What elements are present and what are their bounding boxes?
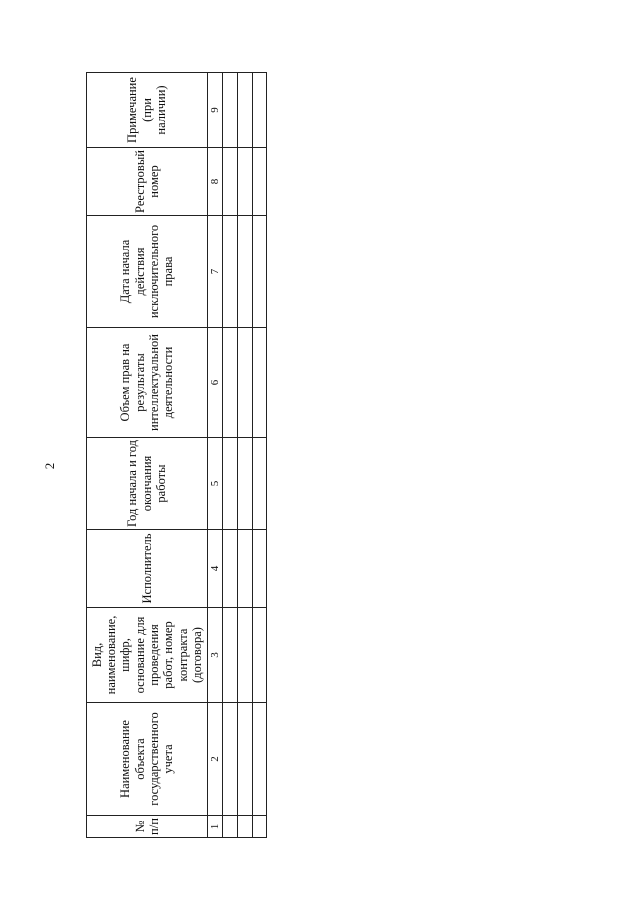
column-number-cell: 9 xyxy=(208,73,223,148)
table-cell xyxy=(253,148,267,216)
table-cell xyxy=(238,530,253,608)
table-row xyxy=(223,73,238,838)
table-cell xyxy=(223,816,238,838)
table-cell xyxy=(253,530,267,608)
table-cell xyxy=(253,328,267,438)
column-number-cell: 2 xyxy=(208,703,223,816)
registry-table xyxy=(86,72,267,838)
table-cell xyxy=(238,73,253,148)
header-cell: Дата начала действия исключительного права xyxy=(87,216,208,328)
table-cell xyxy=(238,438,253,530)
page-number: 2 xyxy=(42,462,57,470)
header-cell: Вид, наименование, шифр, основание для проведения работ, номер контракта (договора) xyxy=(87,608,208,703)
header-cell: Примечание (при наличии) xyxy=(87,73,208,148)
registry-table-container xyxy=(86,73,266,838)
table-cell xyxy=(253,438,267,530)
table-cell xyxy=(238,328,253,438)
header-row xyxy=(87,73,208,838)
table-cell xyxy=(253,73,267,148)
table-cell xyxy=(223,148,238,216)
table-cell xyxy=(238,216,253,328)
column-number-cell: 1 xyxy=(208,816,223,838)
table-cell xyxy=(223,438,238,530)
table-cell xyxy=(223,328,238,438)
header-cell: Исполнитель xyxy=(87,530,208,608)
table-row xyxy=(238,73,253,838)
column-number-cell: 3 xyxy=(208,608,223,703)
table-cell xyxy=(223,608,238,703)
column-number-row xyxy=(208,73,223,838)
column-number-cell: 8 xyxy=(208,148,223,216)
table-row xyxy=(253,73,267,838)
header-cell: Реестровый номер xyxy=(87,148,208,216)
header-cell: Объем прав на результаты интеллектуальной деятельности xyxy=(87,328,208,438)
table-cell xyxy=(238,608,253,703)
table-cell xyxy=(223,216,238,328)
registry-table-rotated xyxy=(86,73,266,838)
header-cell: Год начала и год окончания работы xyxy=(87,438,208,530)
header-cell: № п/п xyxy=(87,816,208,838)
table-cell xyxy=(238,703,253,816)
table-cell xyxy=(253,816,267,838)
table-cell xyxy=(238,816,253,838)
column-number-cell: 4 xyxy=(208,530,223,608)
table-cell xyxy=(238,148,253,216)
table-cell xyxy=(223,530,238,608)
table-cell xyxy=(253,703,267,816)
table-cell xyxy=(253,216,267,328)
header-cell: Наименование объекта государственного учета xyxy=(87,703,208,816)
table-cell xyxy=(253,608,267,703)
column-number-cell: 7 xyxy=(208,216,223,328)
column-number-cell: 6 xyxy=(208,328,223,438)
table-cell xyxy=(223,73,238,148)
column-number-cell: 5 xyxy=(208,438,223,530)
table-cell xyxy=(223,703,238,816)
